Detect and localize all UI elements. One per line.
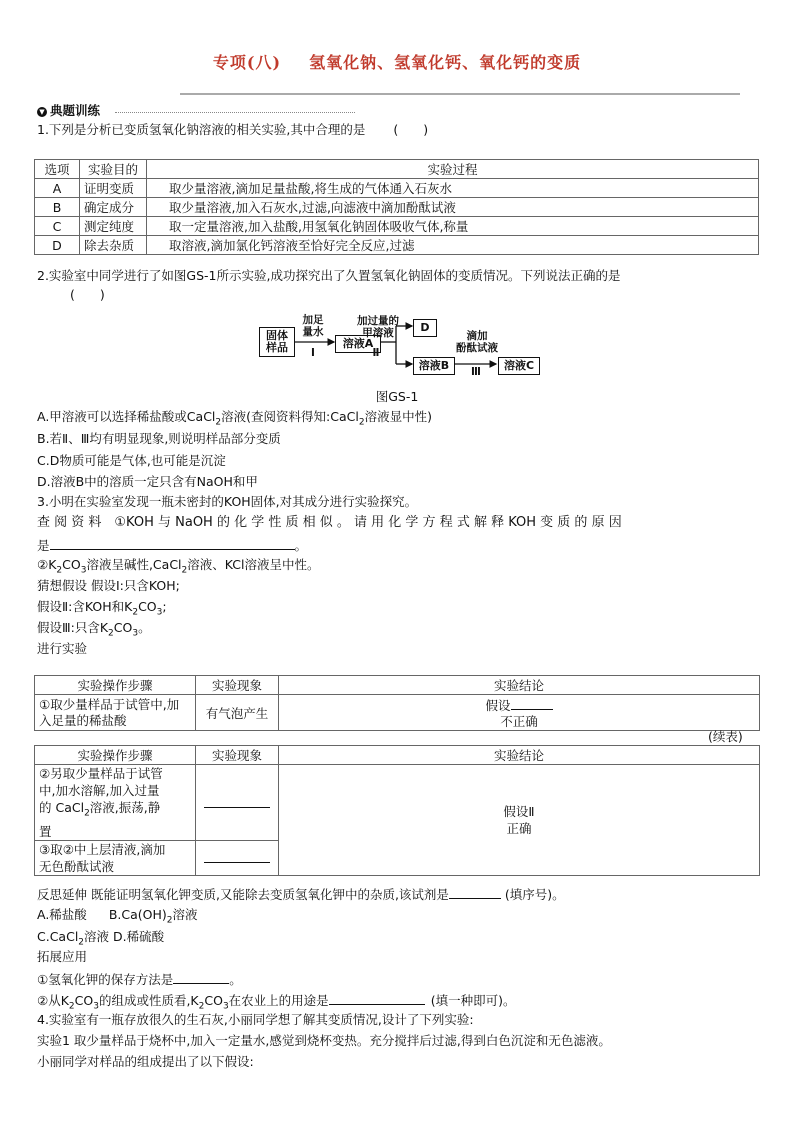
section-header xyxy=(37,103,100,119)
q1-table xyxy=(34,159,759,255)
answer-blank-hypothesis[interactable] xyxy=(511,696,553,710)
step1-label: 加足 量水 xyxy=(302,314,324,338)
q3-reference: 查 阅 资 料 ①KOH 与 NaOH 的 化 学 性 质 相 似 。 请 用 化 学 方 程 式 解 释 KOH 变 质 的 原 因 xyxy=(37,515,622,530)
solution-b-box: 溶液B xyxy=(413,357,455,375)
step3-label: 滴加 酚酞试液 xyxy=(456,330,498,354)
answer-blank-equation[interactable] xyxy=(50,536,295,550)
table-row: ③取②中上层清液,滴加 无色酚酞试液 xyxy=(35,840,760,875)
answer-blank-phenomenon-2[interactable] xyxy=(204,794,270,808)
q3-stem: 3.小明在实验室发现一瓶未密封的KOH固体,对其成分进行实验探究。 xyxy=(37,494,418,509)
q3-extension-2: ②从$K_2CO_3$的组成或性质看$,K_2CO_3$在农业上的用途是 (填一种即可)。 xyxy=(37,993,516,1012)
q1-header-process: 实验过程 xyxy=(147,160,759,179)
section-bullet-icon: ▼ xyxy=(37,107,47,117)
page-title xyxy=(0,50,794,73)
q3-hypothesis-1: 猜想假设 假设Ⅰ:只含KOH; xyxy=(37,578,180,593)
table-row: C 测定纯度 取一定量溶液,加入盐酸,用氢氧化钠固体吸收气体,称量 xyxy=(35,217,759,236)
q3-table-2: 实验操作步骤 实验现象 实验结论 ②另取少量样品于试管 中,加水溶解,加入过量 的 CaCl$_2$溶液,振荡,静 置 假设Ⅱ 正确 ③取②中上层清液,滴加 无色酚酞试液 xyxy=(34,745,760,876)
q3-reference-blank-line: 是 。 xyxy=(37,538,308,553)
figure-caption: 图GS-1 xyxy=(375,389,419,404)
q3-hypothesis-2: 假设Ⅱ:含KOH和$K_2CO_3$; xyxy=(37,599,167,618)
title-topic: 氢氧化钠、氢氧化钙、氧化钙的变质 xyxy=(309,53,582,72)
q3-reflection: 反思延伸 既能证明氢氧化钾变质,又能除去变质氢氧化钾中的杂质,该试剂是 (填序号)。 xyxy=(37,887,565,902)
q1-header-purpose: 实验目的 xyxy=(80,160,147,179)
step3-number: Ⅲ xyxy=(471,366,481,378)
table-row: D 除去杂质 取溶液,滴加氯化钙溶液至恰好完全反应,过滤 xyxy=(35,236,759,255)
section-label: 典题训练 xyxy=(50,103,101,118)
table-row: ②另取少量样品于试管 中,加水溶解,加入过量 的 CaCl$_2$溶液,振荡,静 置 假设Ⅱ 正确 xyxy=(35,765,760,841)
q1-stem: 1.下列是分析已变质氢氧化钠溶液的相关实验,其中合理的是 ( ) xyxy=(37,122,429,137)
answer-blank-reagent[interactable] xyxy=(449,885,501,899)
q4-hypothesis-intro: 小丽同学对样品的组成提出了以下假设: xyxy=(37,1054,254,1069)
q3-extension-1: ①氢氧化钾的保存方法是 。 xyxy=(37,972,242,987)
q3-hypothesis-3: 假设Ⅲ:只含$K_2CO_3$。 xyxy=(37,620,151,639)
q2-stem: 2.实验室中同学进行了如图GS-1所示实验,成功探究出了久置氢氧化钠固体的变质情况。下列说法正确的是 xyxy=(37,268,621,283)
q1-header-option: 选项 xyxy=(35,160,80,179)
q2-option-a: A.甲溶液可以选择稀盐酸或CaCl$_2$溶液(查阅资料得知:CaCl$_2$溶液显中性) xyxy=(37,409,432,428)
q2-answer-paren: ( ) xyxy=(70,287,105,302)
table-row: B 确定成分 取少量溶液,加入石灰水,过滤,向滤液中滴加酚酞试液 xyxy=(35,198,759,217)
answer-blank-phenomenon-3[interactable] xyxy=(204,849,270,863)
q3-do-experiment: 进行实验 xyxy=(37,641,88,656)
step1-number: Ⅰ xyxy=(311,347,315,359)
solution-a-box: 溶液A xyxy=(335,335,381,353)
q3-table-1: 实验操作步骤 实验现象 实验结论 ①取少量样品于试管中,加入足量的稀盐酸 有气泡产生 假设 不正确 xyxy=(34,675,760,731)
q3-options-ab: A.稀盐酸 $B.Ca(OH)_2$溶液 xyxy=(37,907,198,926)
q4-stem: 4.实验室有一瓶存放很久的生石灰,小丽同学想了解其变质情况,设计了下列实验: xyxy=(37,1012,474,1027)
continued-label: (续表) xyxy=(708,729,743,744)
table-row: ①取少量样品于试管中,加入足量的稀盐酸 有气泡产生 假设 不正确 xyxy=(35,695,760,731)
q3-note2: $②K_2CO_3$溶液呈碱性,CaCl$_2$溶液、KCl溶液呈中性。 xyxy=(37,557,320,576)
table-row: A 证明变质 取少量溶液,滴加足量盐酸,将生成的气体通入石灰水 xyxy=(35,179,759,198)
q4-experiment-1: 实验1 取少量样品于烧杯中,加入一定量水,感觉到烧杯变热。充分搅拌后过滤,得到白色沉淀和无色滤液。 xyxy=(37,1033,611,1048)
answer-blank-storage[interactable] xyxy=(173,970,229,984)
answer-blank-agriculture[interactable] xyxy=(329,991,425,1005)
solid-sample-box: 固体样品 xyxy=(259,327,295,357)
title-rule xyxy=(180,93,740,95)
q2-option-d: D.溶液B中的溶质一定只含有NaOH和甲 xyxy=(37,474,258,489)
section-rule xyxy=(115,112,355,113)
substance-d-box: D xyxy=(413,319,437,337)
step2-number: Ⅱ xyxy=(372,347,380,359)
q3-extension: 拓展应用 xyxy=(37,949,88,964)
solution-c-box: 溶液C xyxy=(498,357,540,375)
title-prefix: 专项(八) xyxy=(212,53,282,72)
q1-answer-paren: ( ) xyxy=(393,122,429,137)
step2-label: 加过量的 甲溶液 xyxy=(357,315,399,339)
q2-option-b: B.若Ⅱ、Ⅲ均有明显现象,则说明样品部分变质 xyxy=(37,431,281,446)
q3-options-cd: C.CaCl$_2$溶液 D.稀硫酸 xyxy=(37,929,165,948)
q2-option-c: C.D物质可能是气体,也可能是沉淀 xyxy=(37,453,226,468)
